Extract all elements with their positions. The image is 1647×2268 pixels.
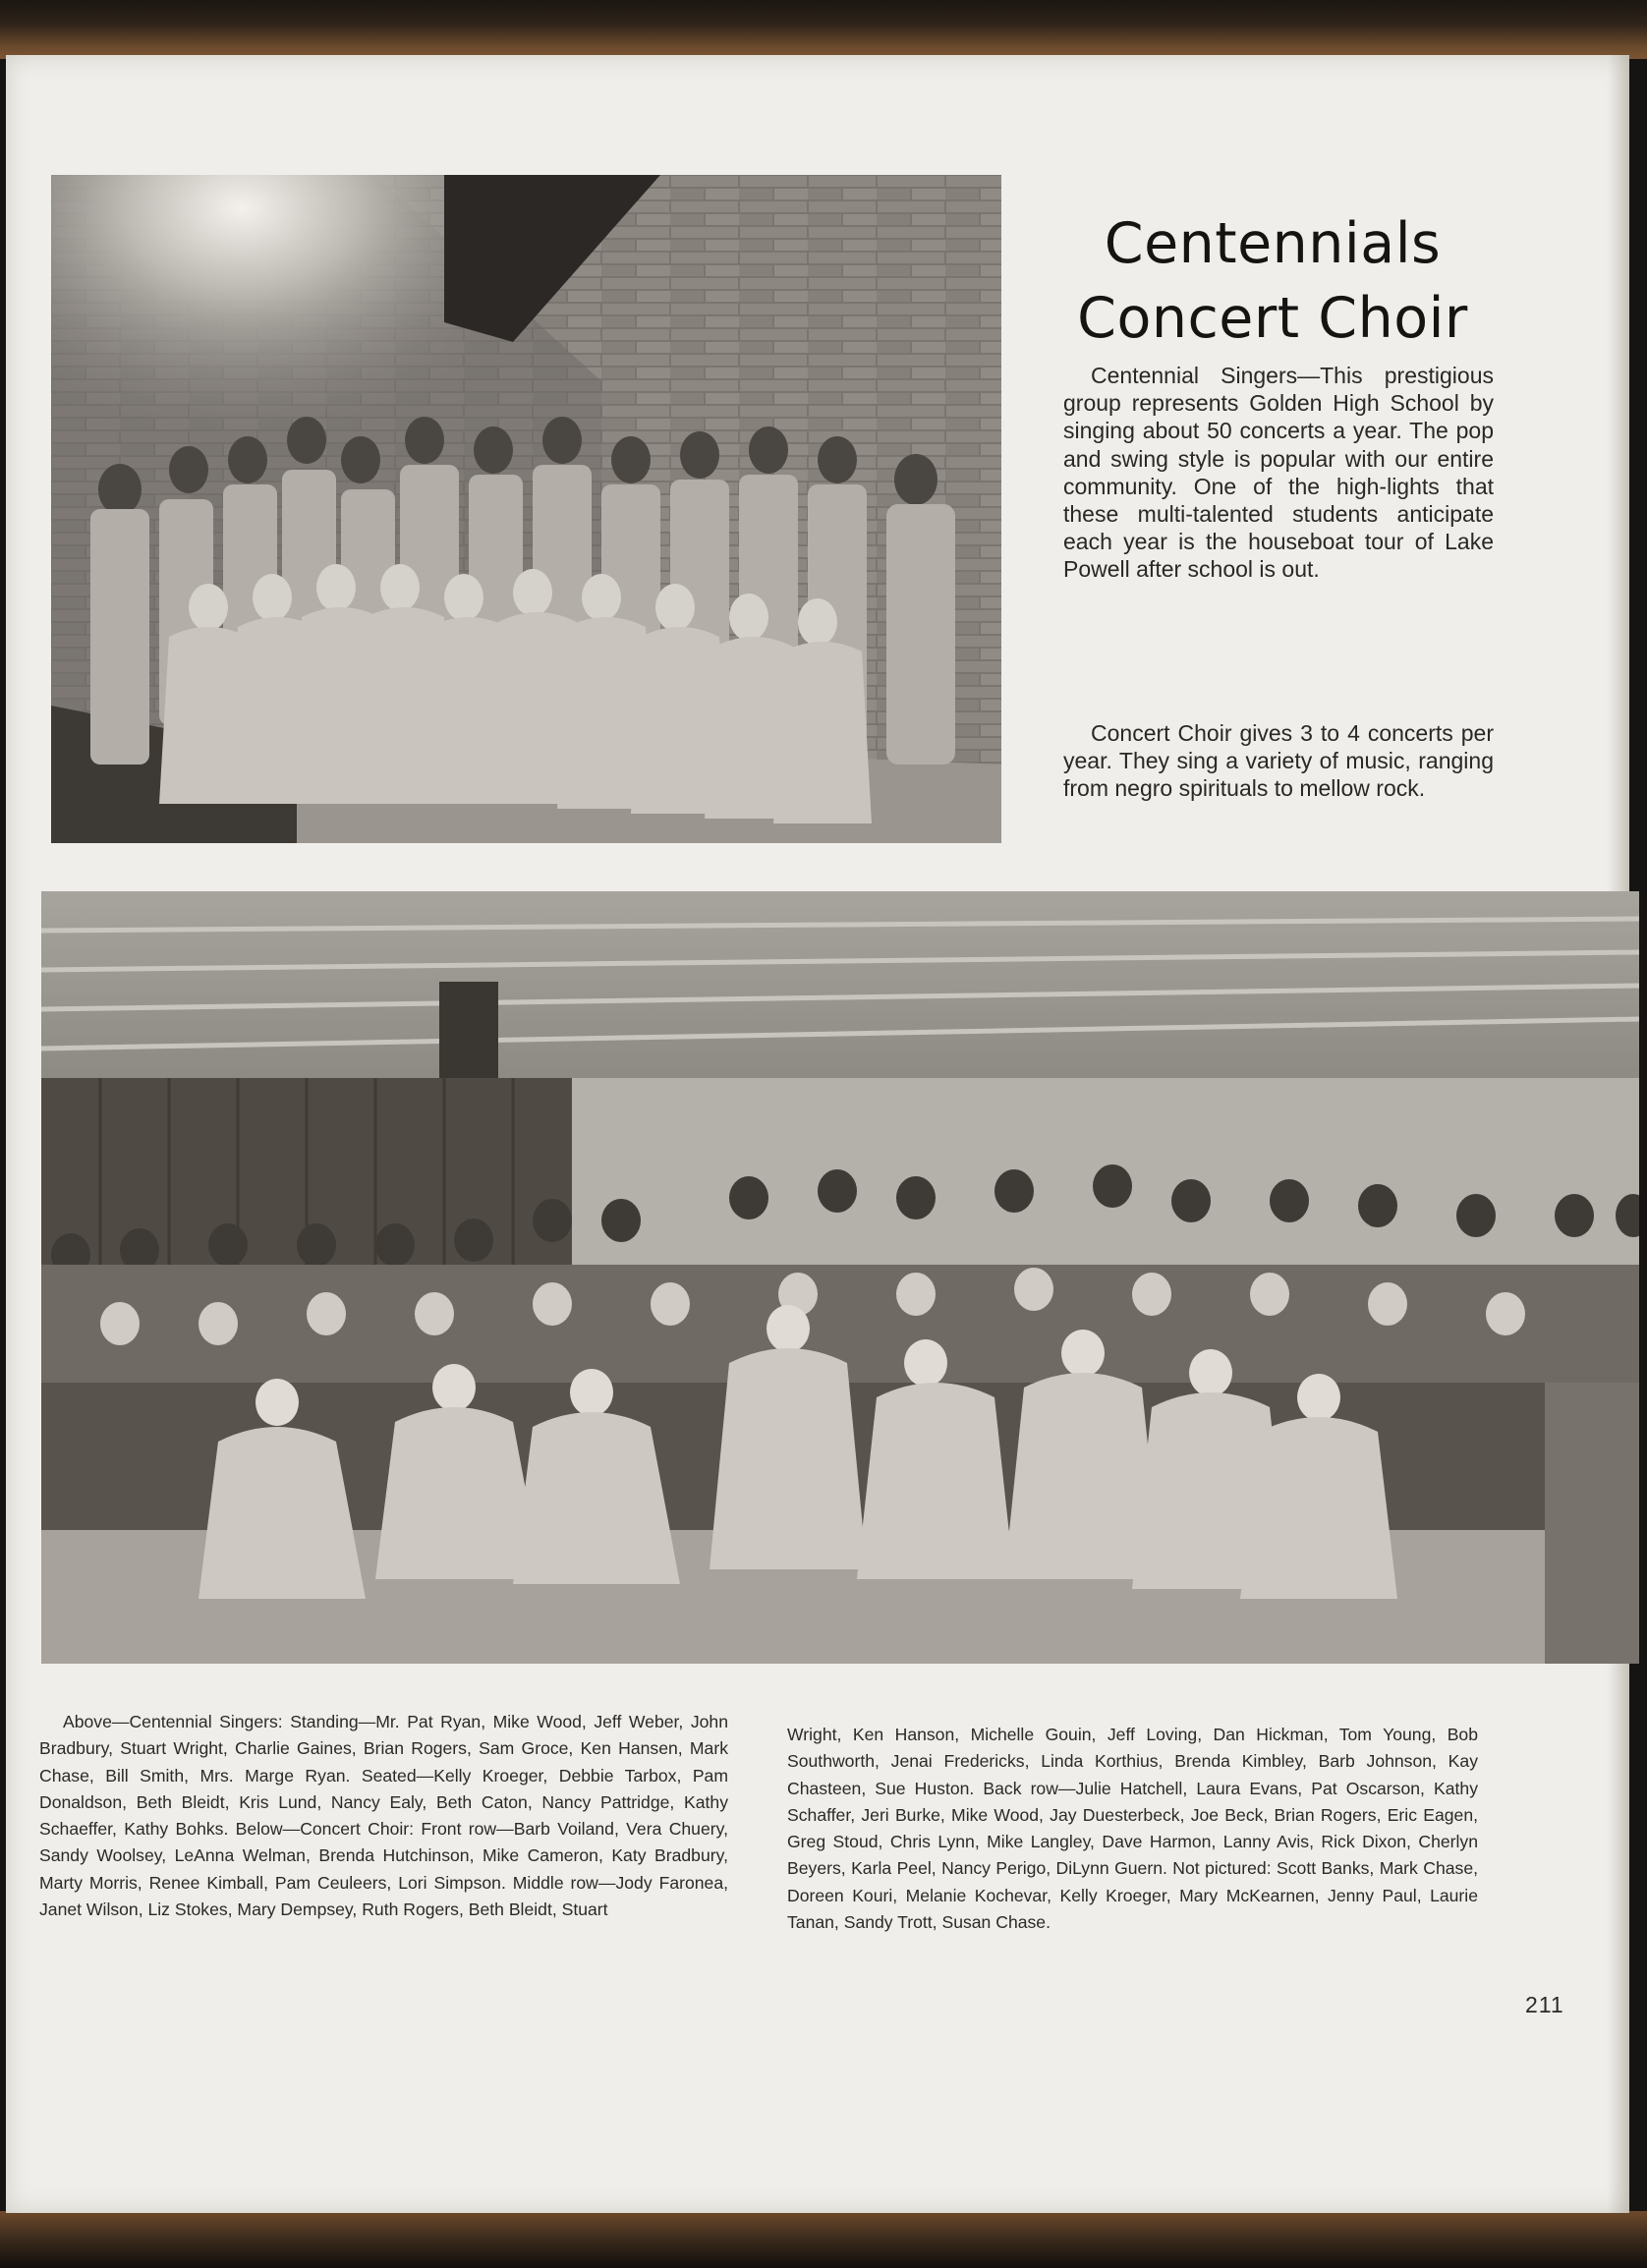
page-number: 211 [1525, 1992, 1564, 2017]
desk-edge-bottom [0, 2211, 1647, 2268]
desk-edge-top [0, 0, 1647, 59]
centennial-singers-photo [51, 175, 1001, 843]
intro-paragraph-singers: Centennial Singers—This prestigious group represents Golden High School by singing about 50 concerts a year. The pop and swing style is popular with our entire community. One of the high-lights that these multi-talented students anticipate each year is the houseboat tour of Lake Powell after school is out. [1063, 363, 1494, 583]
photo-caption-right: Wright, Ken Hanson, Michelle Gouin, Jeff Loving, Dan Hickman, Tom Young, Bob Southworth, Jenai Fredericks, Linda Korthius, Brenda Kimbley, Barb Johnson, Kay Chasteen, Sue Huston. Back row—Julie Hatchell, Laura Evans, Pat Oscarson, Kathy Schaffer, Jeri Burke, Mike Wood, Jay Duesterbeck, Joe Beck, Brian Rogers, Eric Eagen, Greg Stoud, Chris Lynn, Mike Langley, Dave Harmon, Lanny Avis, Rick Dixon, Cherlyn Beyers, Karla Peel, Nancy Perigo, DiLynn Guern. Not pictured: Scott Banks, Mark Chase, Doreen Kouri, Melanie Kochevar, Kelly Kroeger, Mary McKearnen, Jenny Paul, Laurie Tanan, Sandy Trott, Susan Chase. [787, 1725, 1478, 1933]
concert-choir-photo [41, 891, 1639, 1664]
photo-caption-left: Above—Centennial Singers: Standing—Mr. Pat Ryan, Mike Wood, Jeff Weber, John Bradbury, Stuart Wright, Charlie Gaines, Brian Rogers, Sam Groce, Ken Hansen, Mark Chase, Bill Smith, Mrs. Marge Ryan. Seated—Kelly Kroeger, Debbie Tarbox, Pam Donaldson, Beth Bleidt, Kris Lund, Nancy Ealy, Beth Caton, Nancy Pattridge, Kathy Schaeffer, Kathy Bohks. Below—Concert Choir: Front row—Barb Voiland, Vera Chuery, Sandy Woolsey, LeAnna Welman, Brenda Hutchinson, Mike Cameron, Katy Bradbury, Marty Morris, Renee Kimball, Pam Ceuleers, Lori Simpson. Middle row—Jody Faronea, Janet Wilson, Liz Stokes, Mary Dempsey, Ruth Rogers, Beth Bleidt, Stuart [39, 1712, 728, 1920]
page-title [1037, 206, 1508, 356]
title-line-1: Centennials [1104, 211, 1442, 276]
intro-paragraph-concert-choir: Concert Choir gives 3 to 4 concerts per year. They sing a variety of music, ranging from negro spirituals to mellow rock. [1063, 720, 1494, 802]
title-line-2: Concert Choir [1077, 286, 1468, 351]
